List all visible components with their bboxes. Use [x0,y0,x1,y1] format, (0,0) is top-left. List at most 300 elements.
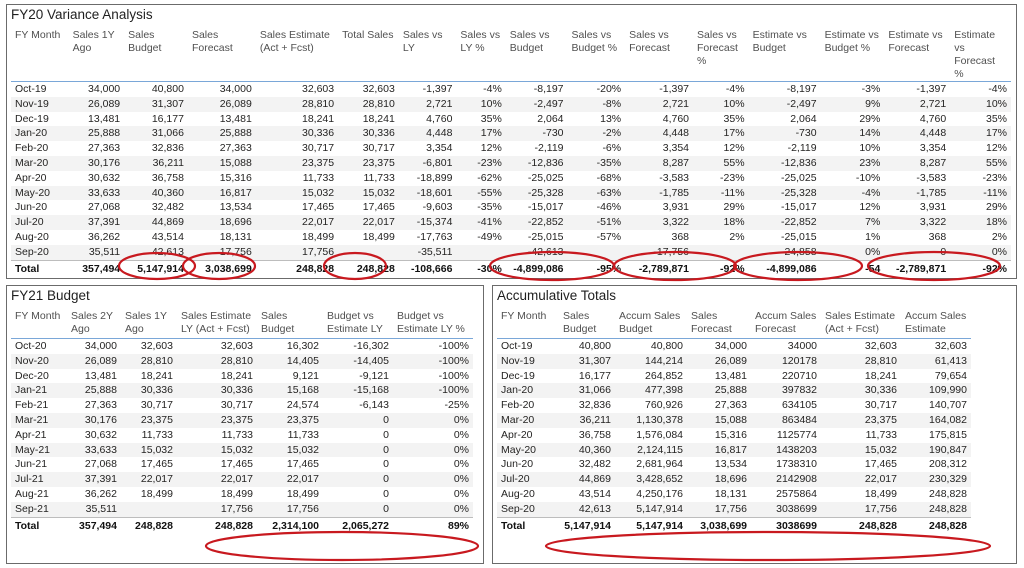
table-cell: 0 [323,502,393,517]
row-label: Jul-21 [11,472,67,487]
table-cell: -4% [988,83,1007,95]
column-header[interactable]: Sales 1Y Ago [121,310,177,339]
table-row [497,383,971,398]
total-row [497,517,971,535]
table-cell: 16,177 [578,369,611,382]
table-cell: 40,800 [650,340,683,352]
total-cell: -2,789,871 [884,260,950,278]
total-cell: 2,065,272 [323,517,393,535]
table-cell: 12% [859,201,881,214]
table-cell: -4% [483,83,502,95]
row-label: Sep-20 [497,502,559,517]
table-cell: 22,017 [121,472,177,487]
column-header[interactable]: Sales vs Forecast % [693,29,749,82]
table-cell: 190,847 [901,443,971,458]
table-cell: 0 [383,487,389,500]
table-cell: -2,119 [787,142,817,155]
table-cell: 23,375 [256,156,338,171]
table-row [11,398,473,413]
table-cell: -35,511 [399,245,457,260]
total-cell: -2,789,871 [625,260,693,278]
table-cell: 10% [693,97,749,112]
header-row [11,310,473,339]
table-cell: 23,375 [121,413,177,428]
table-cell: -3% [861,83,881,95]
column-header[interactable]: Estimate vs Forecast % [950,29,1011,82]
table-row [497,502,971,517]
column-header[interactable]: FY Month [11,29,69,82]
table-cell: 0% [453,428,469,441]
table-cell: -2% [568,126,626,141]
table-cell: -51% [568,215,626,230]
total-cell: 248,828 [256,260,338,278]
fy20-variance-panel [6,4,1017,279]
table-cell: 368 [928,230,947,243]
table-cell: 36,758 [578,428,611,441]
table-cell: 18,499 [220,487,253,500]
table-cell: -730 [506,126,568,141]
column-header[interactable]: Sales Estimate (Act + Fcst) [821,310,901,339]
row-label: Nov-20 [11,354,67,369]
table-cell: 3,428,652 [615,472,687,487]
row-label: Jun-21 [15,458,48,471]
row-label: May-20 [497,443,559,458]
row-label: Jan-20 [497,383,559,398]
total-cell: 3038699 [751,517,821,535]
table-cell: 25,888 [67,383,121,398]
fy21-budget-table [11,310,473,535]
table-cell: 23,375 [338,156,399,171]
column-header[interactable]: Budget vs Estimate LY % [393,310,473,339]
table-cell: -16,302 [353,340,389,352]
total-cell: 248,828 [338,260,399,278]
row-label: Mar-20 [497,413,559,428]
total-cell: -108,666 [399,260,457,278]
table-cell: 8,287 [884,156,950,171]
table-cell: 1,130,378 [615,413,687,428]
table-cell: 17,756 [188,245,256,260]
table-cell: -20% [596,83,622,95]
table-cell: 28,810 [177,354,257,369]
column-header[interactable]: Sales Budget [124,29,188,82]
table-cell: 3,322 [884,215,950,230]
table-cell: -6% [602,142,622,155]
table-cell: -10% [855,171,881,184]
column-header[interactable]: Accum Sales Budget [615,310,687,339]
table-cell: 30,336 [121,383,177,398]
table-cell: 18,499 [302,230,335,243]
table-cell: -25,025 [780,171,817,184]
table-cell: 32,836 [151,142,184,155]
table-cell: 27,363 [219,142,252,155]
table-cell: 11,733 [141,428,173,441]
table-cell: 10% [950,97,1011,112]
table-cell: 22,017 [256,215,338,230]
table-cell: 30,717 [362,142,395,155]
table-cell: 8,287 [625,156,693,171]
table-cell: -6,801 [399,156,457,171]
table-cell: -57% [596,230,622,243]
table-cell: 17,756 [256,245,338,260]
table-cell: 31,307 [124,97,188,112]
table-cell: 17,465 [302,201,335,214]
table-cell: -23% [982,171,1007,184]
table-cell: 26,089 [67,354,121,369]
table-cell: 11,733 [363,171,395,184]
column-header[interactable]: FY Month [11,310,67,339]
table-cell: 13,481 [219,112,252,125]
table-cell: 26,089 [687,354,751,369]
column-header[interactable]: Total Sales [338,29,399,82]
table-row [11,354,473,369]
column-header[interactable]: Sales 2Y Ago [67,310,121,339]
table-cell: 17,756 [177,502,257,517]
table-cell: 1% [865,230,881,243]
column-header[interactable]: Accum Sales Estimate [901,310,971,339]
table-cell [568,245,626,260]
table-cell: 13,481 [84,369,117,382]
table-cell: 0 [323,472,393,487]
row-label: Oct-19 [501,340,533,352]
table-cell: -25% [444,399,469,412]
table-row [11,126,1011,141]
total-cell: -30% [456,260,505,278]
column-header[interactable]: Sales Forecast [188,29,256,82]
table-cell: 0% [453,487,469,500]
table-cell: 30,176 [69,156,125,171]
table-cell: 15,088 [687,413,751,428]
fy21-budget-panel [6,285,484,564]
table-cell: 31,307 [559,354,615,369]
table-cell: -17,756 [625,245,693,260]
table-cell: 13,534 [714,458,747,471]
table-cell: 37,391 [67,472,121,487]
table-cell: 248,828 [901,502,971,517]
table-cell: -62% [477,171,502,184]
table-cell: 11,733 [287,428,319,441]
table-cell: 18,241 [220,369,253,382]
row-label: Nov-19 [497,354,559,369]
table-cell [121,502,177,517]
total-cell: -4,899,086 [506,260,568,278]
table-cell: 11,733 [865,428,897,441]
table-cell: 2% [729,230,745,243]
table-cell: 17,465 [286,458,319,471]
table-cell: 32,482 [578,458,611,471]
column-header[interactable]: Estimate vs Forecast [884,29,950,82]
total-cell: 3,038,699 [687,517,751,535]
row-label: Dec-19 [501,369,535,382]
table-cell: 0 [383,458,389,471]
table-cell: 1738310 [776,458,817,471]
table-cell: 3038699 [751,502,821,517]
table-cell: 16,177 [151,112,184,125]
table-cell: -11% [693,186,749,201]
row-label: Aug-21 [15,487,49,500]
table-cell: 40,800 [151,83,184,95]
table-cell: -46% [596,201,622,214]
table-cell: 17% [950,126,1011,141]
table-cell: 2,721 [884,97,950,112]
table-cell: -9,603 [422,201,453,214]
fy20-variance-table [11,29,1011,278]
table-cell: 34,000 [714,340,747,352]
table-row [11,171,1011,186]
column-header[interactable]: FY Month [497,310,559,339]
row-label: Feb-21 [15,399,49,412]
table-cell: 4,448 [625,126,693,141]
total-cell: -95% [568,260,626,278]
table-cell: -1,397 [659,83,690,95]
column-header[interactable]: Accum Sales Forecast [751,310,821,339]
table-cell: -3,583 [659,171,690,184]
table-cell: 30,632 [88,171,121,184]
table-cell: 30,176 [67,413,121,428]
column-header[interactable]: Sales vs LY [399,29,457,82]
table-cell: 12% [480,142,502,155]
table-cell: 248,828 [929,487,967,500]
table-cell: 5,147,914 [615,502,687,517]
total-cell: 5,147,914 [615,517,687,535]
table-cell: 36,211 [124,156,188,171]
table-cell: 0% [393,413,473,428]
table-cell: 31,066 [124,126,188,141]
table-cell: 16,817 [687,443,751,458]
table-cell: -3,583 [916,171,947,184]
table-row [11,487,473,502]
table-cell: 23% [821,156,885,171]
column-header[interactable]: Sales Estimate LY (Act + Fcst) [177,310,257,339]
table-cell: 23,375 [821,413,901,428]
table-cell: -55% [456,186,505,201]
column-header[interactable]: Estimate vs Budget [749,29,821,82]
table-cell: -41% [456,215,505,230]
table-cell: 30,336 [177,383,257,398]
table-cell: 30,717 [302,142,335,155]
table-cell: 3,354 [426,142,453,155]
table-cell: 32,603 [140,340,173,352]
table-cell: -22,852 [506,215,568,230]
table-cell: 2% [991,230,1007,243]
table-cell: 13,481 [88,112,121,125]
column-header[interactable]: Sales Estimate (Act + Fcst) [256,29,338,82]
row-label: Jan-20 [11,126,69,141]
column-header[interactable]: Sales vs LY % [456,29,505,82]
table-row [11,112,1011,127]
table-cell: 15,032 [177,443,257,458]
table-cell: 18,499 [362,230,395,243]
table-cell: 1125774 [776,428,817,441]
table-cell: -1,397 [916,83,947,95]
column-header[interactable]: Sales vs Budget [506,29,568,82]
table-cell: 15,088 [188,156,256,171]
total-label: Total [11,517,67,535]
table-cell: -25,015 [780,230,817,243]
table-cell: -17,763 [416,230,453,243]
table-cell: 2,064 [537,112,564,125]
table-row [11,230,1011,245]
table-cell: 22,017 [821,472,901,487]
column-header[interactable]: Sales Budget [559,310,615,339]
table-cell: 34,000 [219,83,252,95]
table-cell: -35% [477,201,502,214]
table-cell: 33,633 [67,443,121,458]
table-cell: 13,534 [219,201,252,214]
table-row [497,398,971,413]
row-label: Jul-20 [11,215,69,230]
table-cell: 15,168 [257,383,323,398]
table-cell: 4,760 [426,112,453,125]
table-cell: 61,413 [901,354,971,369]
table-cell: 7% [821,215,885,230]
row-label: Jan-21 [11,383,67,398]
row-label: Dec-19 [15,112,49,125]
table-cell: -8,197 [533,83,564,95]
table-cell: 0% [950,245,1011,260]
table-row [497,428,971,443]
table-cell: 863484 [751,413,821,428]
column-header[interactable]: Sales Budget [257,310,323,339]
table-cell: 27,363 [88,142,121,155]
column-header[interactable]: Sales vs Budget % [568,29,626,82]
table-cell: 2,721 [625,97,693,112]
table-cell: 760,926 [645,399,683,412]
table-cell: -15,374 [399,215,457,230]
table-cell: 26,089 [188,97,256,112]
table-cell: 18,241 [302,112,335,125]
table-cell: -22,852 [749,215,821,230]
table-cell: 18,499 [864,487,897,500]
table-cell: 28,810 [338,97,399,112]
total-cell: -92% [950,260,1011,278]
table-cell: 30,336 [256,126,338,141]
accumulative-totals-table [497,310,971,535]
table-cell: 144,214 [615,354,687,369]
table-cell: 25,888 [687,383,751,398]
table-cell: -15,168 [323,383,393,398]
column-header[interactable]: Estimate vs Budget % [821,29,885,82]
column-header[interactable]: Budget vs Estimate LY [323,310,393,339]
table-cell: -730 [749,126,821,141]
table-cell: 11,733 [221,428,253,441]
table-cell: 17,465 [362,201,395,214]
table-cell: -2,497 [749,97,821,112]
table-cell: -100% [393,383,473,398]
table-cell: 175,815 [929,428,967,441]
table-cell: 34000 [787,340,817,352]
accumulative-totals-panel [492,285,1017,564]
table-cell: 29% [723,201,745,214]
table-row [11,200,1011,215]
row-label: Feb-20 [15,142,49,155]
table-cell: 30,717 [220,399,253,412]
row-label: Jul-20 [497,472,559,487]
panel-title: FY21 Budget [11,288,90,303]
table-cell: 3,931 [662,201,690,214]
total-cell: 89% [393,517,473,535]
table-cell: 368 [671,230,690,243]
table-cell: 15,032 [338,186,399,201]
table-row [11,428,473,443]
table-row [497,457,971,472]
row-label: Sep-21 [11,502,67,517]
table-cell: -2,119 [534,142,564,155]
table-cell: 25,888 [188,126,256,141]
table-cell: 40,360 [559,443,615,458]
row-label: Nov-19 [11,97,69,112]
table-cell: 36,758 [151,171,184,184]
table-row [11,156,1011,171]
table-cell: 44,869 [124,215,188,230]
total-cell: 5,147,914 [559,517,615,535]
table-cell: 18,499 [286,487,319,500]
table-cell: 18,131 [714,487,747,500]
table-row [497,472,971,487]
row-label: Aug-20 [501,487,535,500]
table-cell: 79,654 [934,369,967,382]
column-header[interactable]: Sales 1Y Ago [69,29,125,82]
table-cell: 17,465 [140,458,173,471]
table-cell: 4,760 [662,112,690,125]
column-header[interactable]: Sales Forecast [687,310,751,339]
table-cell: 35,511 [67,502,121,517]
column-header[interactable]: Sales vs Forecast [625,29,693,82]
table-cell: 477,398 [615,383,687,398]
table-cell: 264,852 [645,369,683,382]
table-row [11,502,473,517]
table-cell: -42,613 [506,245,568,260]
table-row [11,472,473,487]
table-cell: 17,756 [687,502,751,517]
total-cell: 248,828 [177,517,257,535]
table-cell: 140,707 [929,399,967,412]
table-cell: 12% [723,142,745,155]
table-cell: 17% [456,126,505,141]
table-cell: -12,836 [506,156,568,171]
table-row [497,413,971,428]
table-cell: 55% [950,156,1011,171]
table-cell: 11,733 [302,171,335,184]
table-cell: 12% [985,142,1007,155]
table-cell: 26,089 [69,97,125,112]
table-cell: -8,197 [786,83,817,95]
table-cell: 32,603 [362,83,395,95]
table-cell: -24,858 [749,245,821,260]
table-cell: 34,000 [84,340,117,352]
table-cell: -25,328 [749,186,821,201]
table-cell: 31,066 [559,383,615,398]
panel-title: Accumulative Totals [497,288,617,303]
total-cell: 248,828 [821,517,901,535]
table-cell: 109,990 [901,383,971,398]
table-cell: 36,262 [84,487,117,500]
table-row [11,383,473,398]
table-cell: 30,717 [140,399,173,412]
table-cell: -23% [720,171,745,184]
table-cell: -25,328 [506,186,568,201]
table-cell: 23,375 [257,413,323,428]
table-cell: 29% [859,112,881,125]
table-cell: 1438203 [751,443,821,458]
header-row [497,310,971,339]
table-cell: -18,899 [416,171,453,184]
table-cell: 43,514 [578,487,611,500]
table-cell: 14% [821,126,885,141]
table-cell: 9% [821,97,885,112]
table-row [497,443,971,458]
table-cell: 34,000 [88,83,121,95]
table-cell: -35% [568,156,626,171]
